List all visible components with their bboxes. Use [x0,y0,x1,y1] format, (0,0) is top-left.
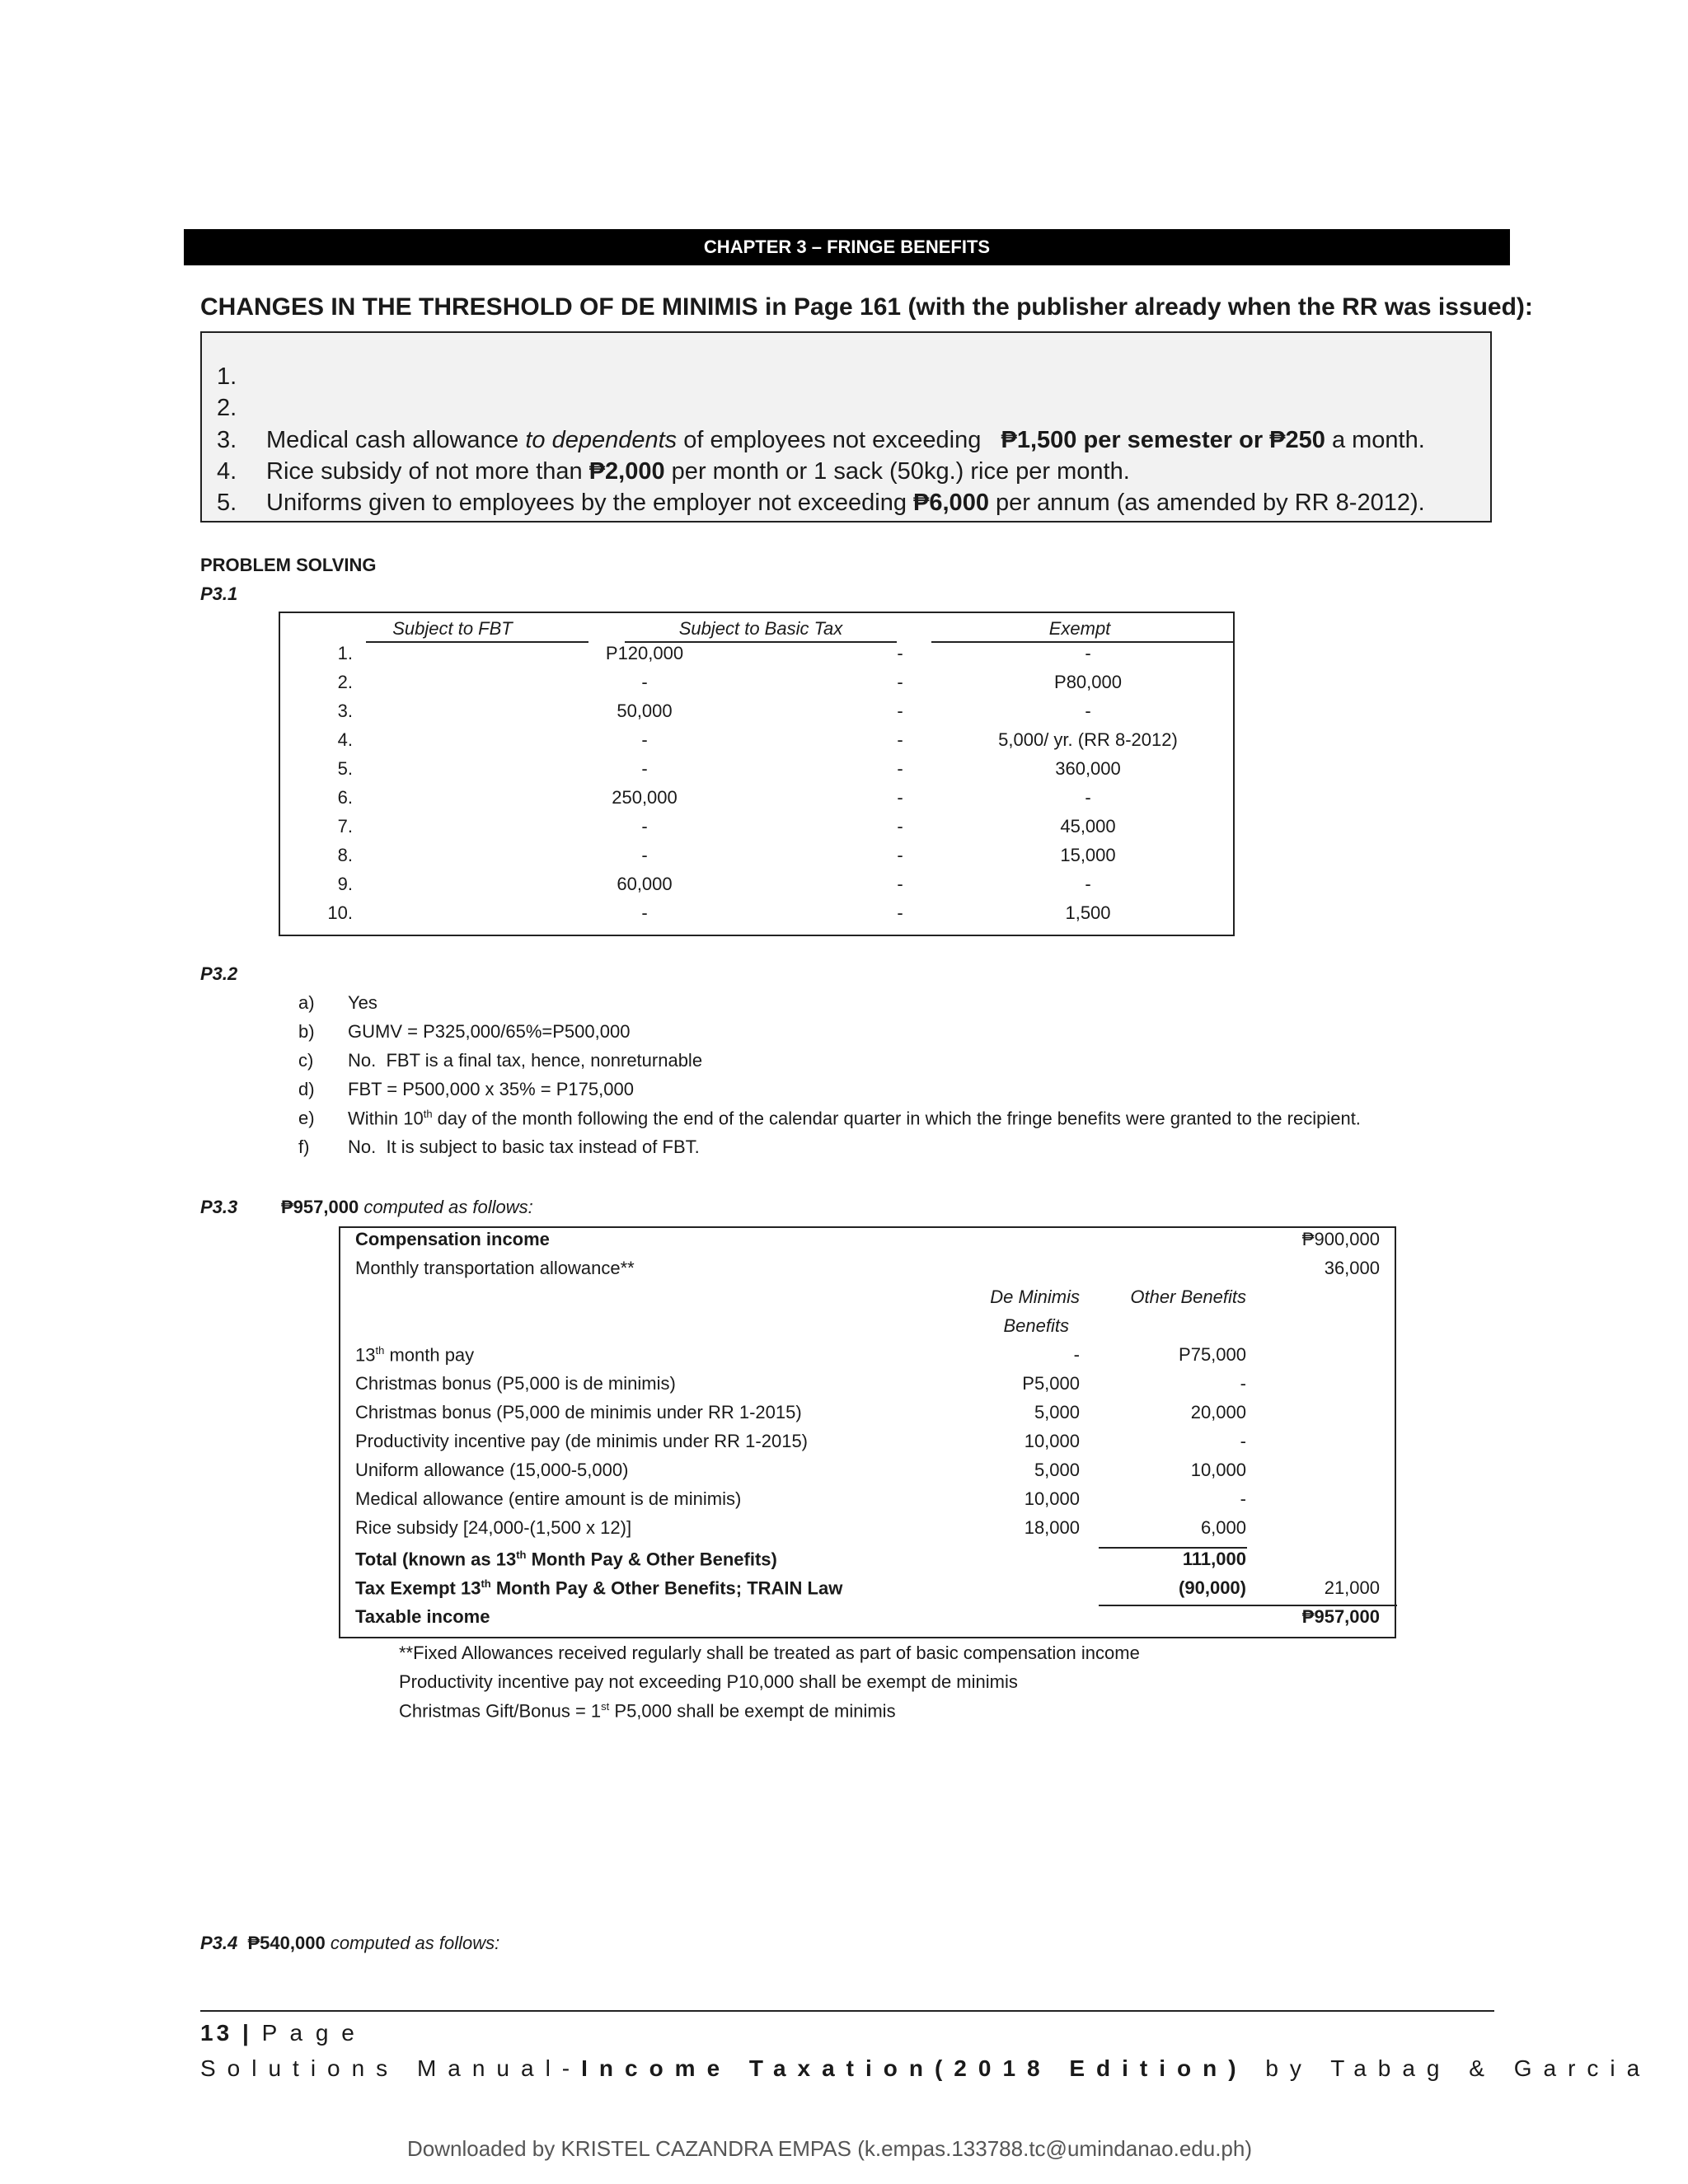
p32-item: a) Yes [298,992,377,1013]
p31-subject-fbt: 60,000 [617,874,673,894]
row-dm: 18,000 [1024,1517,1080,1538]
p31-table [279,612,1235,936]
changes-item-2: 2. [217,395,237,421]
row-ob: - [1240,1373,1246,1394]
row-dm: 10,000 [1024,1488,1080,1509]
p33-computation-box [339,1226,1396,1638]
comp-income-label: Compensation income [355,1229,550,1249]
p31-exempt: 5,000/ yr. (RR 8-2012) [998,729,1178,750]
p31-subject-fbt: - [641,902,648,923]
chapter-banner: CHAPTER 3 – FRINGE BENEFITS [184,229,1510,265]
p31-subject-basic: - [897,816,903,837]
p31-exempt: 45,000 [1060,816,1116,837]
taxable-income-label: Taxable income [355,1606,490,1627]
p31-subject-fbt: - [641,816,648,837]
p34-line: P3.4 ₱540,000 computed as follows: [200,1933,500,1953]
transport-label: Monthly transportation allowance** [355,1258,635,1278]
row-ob: 10,000 [1190,1460,1246,1480]
row-dm: 10,000 [1024,1431,1080,1451]
row-ob: - [1240,1431,1246,1451]
download-note: Downloaded by KRISTEL CAZANDRA EMPAS (k.empas.133788.tc@umindanao.edu.ph) [407,2136,1253,2161]
p31-exempt: P80,000 [1054,672,1122,692]
row-label: Productivity incentive pay (de minimis under RR 1-2015) [355,1431,809,1451]
p31-subject-fbt: - [641,845,648,865]
p32-item: c) No. FBT is a final tax, hence, nonreturnable [298,1050,703,1071]
p31-subject-basic: - [897,845,903,865]
p31-subject-fbt: 250,000 [612,787,678,808]
changes-title: CHANGES IN THE THRESHOLD OF DE MINIMIS in Page 161 (with the publisher already when the RR was issued): [200,293,1533,321]
p31-row-number: 5. [337,758,353,779]
row-13th-month: 13th month pay [355,1344,475,1366]
p31-subject-fbt: - [641,729,648,750]
p31-exempt: - [1085,701,1091,721]
tax-exempt-label: Tax Exempt 13th Month Pay & Other Benefits; TRAIN Law [355,1577,843,1599]
p33-note: Productivity incentive pay not exceeding P10,000 shall be exempt de minimis [399,1671,1018,1692]
footer-rule [200,2010,1494,2012]
row-label: Uniform allowance (15,000-5,000) [355,1460,629,1480]
row-ob: 6,000 [1200,1517,1246,1538]
row-label: Christmas bonus (P5,000 is de minimis) [355,1373,676,1394]
de-minimis-header-2: Benefits [1003,1315,1069,1336]
p31-subject-fbt: 50,000 [617,701,673,721]
p31-subject-basic: - [897,758,903,779]
p31-subject-basic: - [897,701,903,721]
p31-exempt: - [1085,874,1091,894]
p31-subject-fbt: - [641,758,648,779]
p31-row-number: 2. [337,672,353,692]
taxable-income-amount: ₱957,000 [1301,1606,1380,1627]
p31-subject-basic: - [897,672,903,692]
p31-subject-basic: - [897,787,903,808]
p31-exempt: - [1085,787,1091,808]
p32-label: P3.2 [200,963,238,984]
changes-item-1: 1. [217,363,237,390]
p32-item: e) Within 10th day of the month following the end of the calendar quarter in which the fringe benefits were granted to the recipient. [298,1108,1361,1129]
page-number: 13 | P a g e [200,2020,358,2046]
p31-row-number: 3. [337,701,353,721]
row-label: Rice subsidy [24,000-(1,500 x 12)] [355,1517,632,1538]
changes-item-4: 4. Rice subsidy of not more than ₱2,000 per month or 1 sack (50kg.) rice per month. [217,458,1130,485]
changes-item-3: 3. Medical cash allowance to dependents of employees not exceeding ₱1,500 per semester or ₱250 a month. [217,427,1425,453]
p31-subject-basic: - [897,729,903,750]
row-label: Medical allowance (entire amount is de minimis) [355,1488,742,1509]
comp-income-amount: ₱900,000 [1301,1229,1380,1249]
tax-exempt-ob: (90,000) [1179,1577,1246,1598]
p31-row-number: 10. [327,902,353,923]
p32-item: f) No. It is subject to basic tax instead of FBT. [298,1137,700,1157]
transport-amount: 36,000 [1324,1258,1380,1278]
p31-row-number: 6. [337,787,353,808]
p33-label: P3.3 [200,1197,238,1217]
total-ob: 111,000 [1182,1549,1246,1569]
p31-exempt: - [1085,643,1091,663]
p31-exempt: 15,000 [1060,845,1116,865]
p31-label: P3.1 [200,583,238,604]
p31-row-number: 1. [337,643,353,663]
p33-note: **Fixed Allowances received regularly shall be treated as part of basic compensation income [399,1643,1140,1663]
row-ob: - [1240,1488,1246,1509]
p32-item: b) GUMV = P325,000/65%=P500,000 [298,1021,631,1042]
footer-book-title: Solutions Manual-Income Taxation(2018 Edition) by Tabag & Garcia [200,2055,1652,2081]
row-ob: 20,000 [1190,1402,1246,1422]
p31-subject-fbt: - [641,672,648,692]
p31-subject-basic: - [897,643,903,663]
problem-solving-heading: PROBLEM SOLVING [200,555,377,575]
p31-row-number: 4. [337,729,353,750]
changes-item-5: 5. Uniforms given to employees by the employer not exceeding ₱6,000 per annum (as amended by RR 8-2012). [217,490,1425,516]
p31-subject-basic: - [897,902,903,923]
other-benefits-header: Other Benefits [1130,1286,1246,1307]
p31-row-number: 7. [337,816,353,837]
row-label: Christmas bonus (P5,000 de minimis under RR 1-2015) [355,1402,802,1422]
p31-header-fbt: Subject to FBT [392,618,513,639]
p33-note: Christmas Gift/Bonus = 1st P5,000 shall be exempt de minimis [399,1700,896,1722]
tax-exempt-amount: 21,000 [1324,1577,1380,1598]
row-dm: P5,000 [1022,1373,1080,1394]
changes-box [200,331,1492,523]
total-label: Total (known as 13th Month Pay & Other Benefits) [355,1549,777,1570]
p31-subject-fbt: P120,000 [605,643,684,663]
p31-subject-basic: - [897,874,903,894]
p32-item: d) FBT = P500,000 x 35% = P175,000 [298,1079,634,1099]
p31-exempt: 1,500 [1065,902,1111,923]
row-dm: 5,000 [1034,1402,1080,1422]
p31-header-exempt: Exempt [1048,618,1111,639]
p31-header-basic: Subject to Basic Tax [678,618,843,639]
p31-exempt: 360,000 [1055,758,1121,779]
row-ob: P75,000 [1179,1344,1246,1365]
p31-row-number: 8. [337,845,353,865]
row-dm: 5,000 [1034,1460,1080,1480]
row-dm: - [1073,1344,1080,1365]
p33-intro: ₱957,000 computed as follows: [281,1197,533,1217]
de-minimis-header: De Minimis [990,1286,1080,1307]
p31-row-number: 9. [337,874,353,894]
